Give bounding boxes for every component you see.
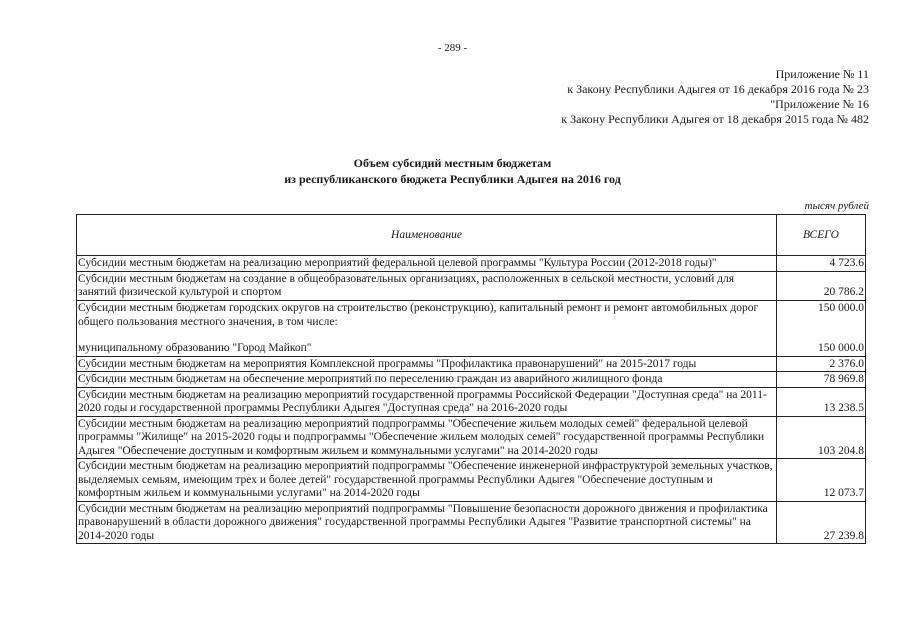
row-total: 27 239.8 (777, 501, 866, 544)
header-name: Наименование (77, 215, 777, 256)
table-row (77, 256, 866, 272)
row-name: Субсидии местным бюджетам на мероприятия Комплексной программы "Профилактика правонарушений" на 2015-2017 годы (77, 356, 777, 372)
table-row (77, 459, 866, 502)
row-total: 20 786.2 (777, 271, 866, 300)
table-row (77, 416, 866, 459)
table-header-row (77, 215, 866, 256)
row-total: 2 376.0 (777, 356, 866, 372)
row-name-group (77, 300, 777, 356)
row-gap (778, 315, 864, 342)
table-row-with-subitem (77, 300, 866, 356)
title-line-2: из республиканского бюджета Республики Адыгея на 2016 год (284, 172, 621, 186)
annex-line-4: к Закону Республики Адыгея от 18 декабря 2015 года № 482 (561, 112, 869, 126)
annex-line-2: к Закону Республики Адыгея от 16 декабря 2016 года № 23 (567, 82, 869, 96)
table-row (77, 356, 866, 372)
row-name: Субсидии местным бюджетам на создание в общеобразовательных организациях, расположенных в сельской местности, условий для занятий физической культурой и спортом (77, 271, 777, 300)
annex-line-1: Приложение № 11 (775, 67, 869, 81)
row-total-group (777, 300, 866, 356)
row-name: Субсидии местным бюджетам на реализацию мероприятий подпрограммы "Обеспечение инженерной инфраструктурой земельных участков, выделяемых семьям, имеющим трех и более детей" государственной программы Республики Адыгея "Обеспечение доступным и комфортным жильем и коммунальными услугами" на 2014-2020 годы (77, 459, 777, 502)
table-row (77, 271, 866, 300)
row-total: 78 969.8 (777, 372, 866, 388)
document-title (0, 155, 905, 187)
row-name: Субсидии местным бюджетам на реализацию мероприятий государственной программы Российской Федерации "Доступная среда" на 2011-2020 годы и государственной программы Республики Адыгея "Доступная среда" на 2016-2020 годы (77, 387, 777, 416)
subsidies-table (76, 214, 866, 544)
row-total: 4 723.6 (777, 256, 866, 272)
units-label: тысяч рублей (804, 200, 869, 212)
page-number: - 289 - (437, 42, 468, 54)
row-gap (78, 329, 775, 342)
row-total: 150 000.0 (818, 301, 864, 314)
row-total: 12 073.7 (777, 459, 866, 502)
row-total: 103 204.8 (777, 416, 866, 459)
row-total: 13 238.5 (777, 387, 866, 416)
row-subitem-name: муниципальному образованию "Город Майкоп" (78, 342, 312, 354)
row-name: Субсидии местным бюджетам на реализацию мероприятий подпрограммы "Повышение безопасности дорожного движения и профилактика правонарушений в области дорожного движения" государственной программы Республики Адыгея "Развитие транспортной системы" на 2014-2020 годы (77, 501, 777, 544)
annex-reference (561, 67, 869, 127)
annex-line-3: "Приложение № 16 (770, 97, 869, 111)
row-name: Субсидии местным бюджетам на обеспечение мероприятий по переселению граждан из аварийного жилищного фонда (77, 372, 777, 388)
table-row (77, 372, 866, 388)
header-total: ВСЕГО (777, 215, 866, 256)
table-row (77, 501, 866, 544)
row-name: Субсидии местным бюджетам на реализацию мероприятий подпрограммы "Обеспечение жильем молодых семей" федеральной целевой программы "Жилище" на 2015-2020 годы и подпрограммы "Обеспечение жильем молодых семей" государственной программы Республики Адыгея "Обеспечение доступным и комфортным жильем и коммунальными услугами" на 2014-2020 годы (77, 416, 777, 459)
table-row (77, 387, 866, 416)
title-line-1: Объем субсидий местным бюджетам (353, 156, 552, 170)
row-subitem-total: 150 000.0 (818, 342, 864, 354)
row-name: Субсидии местным бюджетам городских округов на строительство (реконструкцию), капитальный ремонт и ремонт автомобильных дорог общего пользования местного значения, в том числе: (78, 302, 759, 328)
row-name: Субсидии местным бюджетам на реализацию мероприятий федеральной целевой программы "Культура России (2012-2018 годы)" (77, 256, 777, 272)
